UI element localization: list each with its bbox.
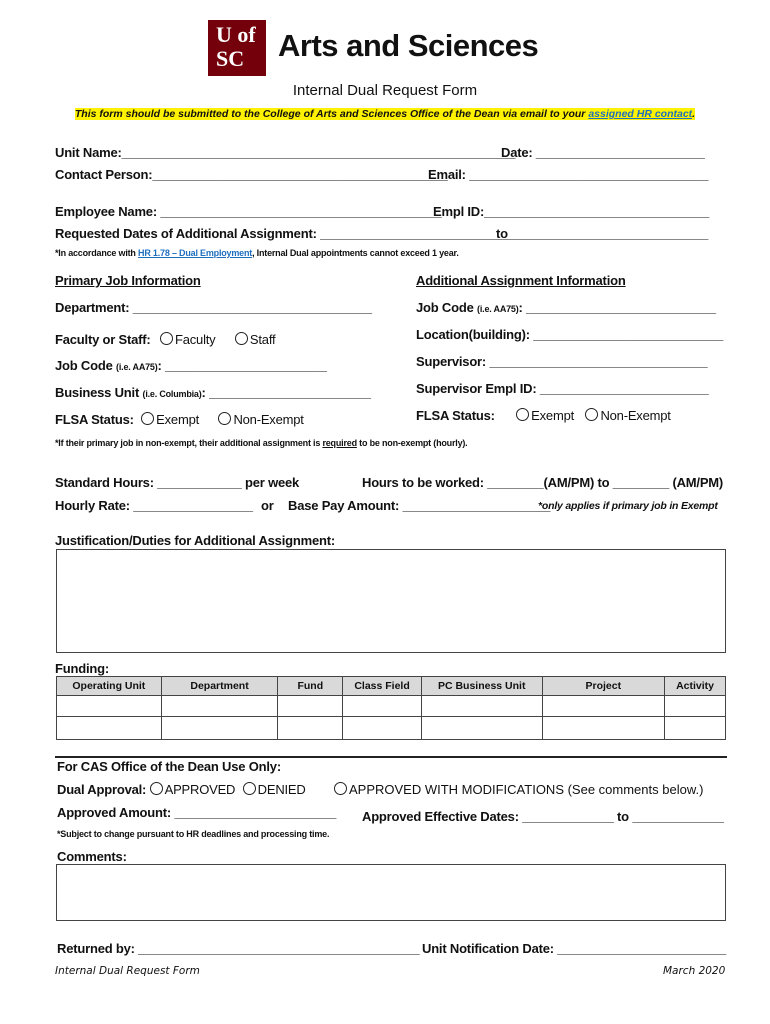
col-pc-business-unit: PC Business Unit <box>421 677 542 696</box>
funding-row <box>57 696 726 717</box>
submission-note-text: This form should be submitted to the College of Arts and Sciences Office of the Dean via email to your <box>74 108 589 120</box>
col-class-field: Class Field <box>343 677 422 696</box>
additional-assignment-heading: Additional Assignment Information <box>416 273 626 288</box>
faculty-radio[interactable] <box>160 332 173 345</box>
table-cell[interactable] <box>57 696 162 717</box>
supervisor-empl-id-field[interactable]: Supervisor Empl ID: ________________________ <box>416 381 709 396</box>
table-cell[interactable] <box>421 717 542 740</box>
nonexempt-note-pre: *If their primary job in non-exempt, their additional assignment is <box>55 438 323 448</box>
approved-mod-label: APPROVED WITH MODIFICATIONS (See comments below.) <box>349 782 704 797</box>
faculty-staff-row <box>55 332 275 347</box>
faculty-label: Faculty <box>174 332 216 347</box>
business-unit-line: : _______________________ <box>201 385 371 400</box>
approved-mod-radio[interactable] <box>334 782 347 795</box>
supervisor-field[interactable]: Supervisor: _______________________________ <box>416 354 708 369</box>
primary-job-code-field[interactable] <box>55 358 327 373</box>
primary-exempt-label: Exempt <box>156 412 200 427</box>
comments-textarea[interactable] <box>56 864 726 921</box>
funding-header-row <box>57 677 726 696</box>
col-project: Project <box>542 677 665 696</box>
nonexempt-note-post: to be non-exempt (hourly). <box>356 438 468 448</box>
additional-exempt-radio[interactable] <box>516 408 529 421</box>
empl-id-field[interactable]: Empl ID:________________________________ <box>433 204 710 219</box>
primary-department-field[interactable]: Department: __________________________________ <box>55 300 372 315</box>
col-operating-unit: Operating Unit <box>57 677 162 696</box>
comments-label: Comments: <box>57 849 127 864</box>
hr-contact-link[interactable]: assigned HR contact <box>588 108 693 120</box>
table-cell[interactable] <box>421 696 542 717</box>
approved-radio[interactable] <box>150 782 163 795</box>
approved-dates-field[interactable]: Approved Effective Dates: _____________ to _____________ <box>362 809 724 824</box>
justification-label: Justification/Duties for Additional Assignment: <box>55 533 335 548</box>
logo-line-2: SC <box>216 46 245 71</box>
denied-radio[interactable] <box>243 782 256 795</box>
staff-radio[interactable] <box>235 332 248 345</box>
base-pay-note: *only applies if primary job in Exempt <box>538 500 718 512</box>
hr-policy-note <box>55 248 459 258</box>
table-cell[interactable] <box>665 717 726 740</box>
contact-person-field[interactable]: Contact Person:__________________________________________ <box>55 167 448 182</box>
or-label: or <box>261 498 274 513</box>
faculty-staff-label: Faculty or Staff: <box>55 332 151 347</box>
hours-worked-field[interactable]: Hours to be worked: ________(AM/PM) to ________ (AM/PM) <box>362 475 724 490</box>
hr-note-post: , Internal Dual appointments cannot exceed 1 year. <box>252 248 459 258</box>
table-cell[interactable] <box>542 717 665 740</box>
requested-dates-field[interactable]: Requested Dates of Additional Assignment: ____________________________ <box>55 226 517 241</box>
table-cell[interactable] <box>161 696 278 717</box>
table-cell[interactable] <box>542 696 665 717</box>
business-unit-hint: (i.e. Columbia) <box>142 389 202 399</box>
additional-job-code-field[interactable] <box>416 300 716 315</box>
add-job-code-hint: (i.e. AA75) <box>477 304 519 314</box>
add-job-code-line: : ___________________________ <box>518 300 716 315</box>
standard-hours-field[interactable]: Standard Hours: ____________ per week <box>55 475 300 490</box>
primary-nonexempt-label: Non-Exempt <box>233 412 304 427</box>
office-use-heading: For CAS Office of the Dean Use Only: <box>57 759 281 774</box>
email-field[interactable]: Email: __________________________________ <box>428 167 709 182</box>
additional-nonexempt-radio[interactable] <box>585 408 598 421</box>
table-cell[interactable] <box>57 717 162 740</box>
approved-label: APPROVED <box>164 782 236 797</box>
unit-notification-field[interactable]: Unit Notification Date: ________________________ <box>422 941 727 956</box>
table-cell[interactable] <box>161 717 278 740</box>
additional-exempt-label: Exempt <box>531 408 575 423</box>
job-code-label: Job Code <box>55 358 113 373</box>
table-cell[interactable] <box>343 717 422 740</box>
primary-nonexempt-radio[interactable] <box>218 412 231 425</box>
employee-name-field[interactable]: Employee Name: ________________________________________ <box>55 204 442 219</box>
footer-form-name: Internal Dual Request Form <box>55 965 200 977</box>
returned-by-field[interactable]: Returned by: ________________________________________ <box>57 941 420 956</box>
funding-label: Funding: <box>55 661 109 676</box>
primary-flsa-label: FLSA Status: <box>55 412 134 427</box>
submission-note <box>0 108 770 120</box>
usc-logo <box>208 20 266 76</box>
business-unit-label: Business Unit <box>55 385 140 400</box>
denied-label: DENIED <box>257 782 306 797</box>
add-job-code-label: Job Code <box>416 300 474 315</box>
approved-amount-field[interactable]: Approved Amount: _______________________ <box>57 805 337 820</box>
additional-nonexempt-label: Non-Exempt <box>600 408 671 423</box>
form-title: Internal Dual Request Form <box>292 82 478 99</box>
primary-flsa-row <box>55 412 304 427</box>
table-cell[interactable] <box>278 696 343 717</box>
additional-flsa-label: FLSA Status: <box>416 408 495 423</box>
hr-note-pre: *In accordance with <box>55 248 139 258</box>
logo-line-1: U of <box>216 22 256 47</box>
footer-date: March 2020 <box>663 965 726 977</box>
approved-mod-row <box>334 782 703 797</box>
primary-exempt-radio[interactable] <box>141 412 154 425</box>
justification-textarea[interactable] <box>56 549 726 653</box>
section-divider <box>55 756 727 758</box>
location-field[interactable]: Location(building): ___________________________ <box>416 327 724 342</box>
primary-job-heading: Primary Job Information <box>55 273 201 288</box>
hr-policy-link[interactable]: HR 1.78 – Dual Employment <box>138 248 253 258</box>
business-unit-field[interactable] <box>55 385 371 400</box>
table-cell[interactable] <box>343 696 422 717</box>
col-fund: Fund <box>278 677 343 696</box>
nonexempt-note <box>55 438 467 448</box>
table-cell[interactable] <box>665 696 726 717</box>
funding-row <box>57 717 726 740</box>
dual-approval-label: Dual Approval: <box>57 782 147 797</box>
brand-name: Arts and Sciences <box>278 28 539 63</box>
additional-flsa-row <box>416 408 671 423</box>
hourly-rate-field[interactable]: Hourly Rate: _________________ <box>55 498 253 513</box>
date-field[interactable]: Date: ________________________ <box>501 145 705 160</box>
dual-approval-row <box>57 782 306 797</box>
funding-table <box>56 676 726 740</box>
col-activity: Activity <box>665 677 726 696</box>
note-end: . <box>692 108 696 120</box>
unit-name-field[interactable]: Unit Name:________________________________________________________ <box>55 145 516 160</box>
subject-note: *Subject to change pursuant to HR deadlines and processing time. <box>57 829 330 839</box>
staff-label: Staff <box>249 332 276 347</box>
base-pay-field[interactable]: Base Pay Amount: _____________________ <box>288 498 551 513</box>
requested-dates-to-field[interactable]: to ____________________________ <box>496 226 709 241</box>
col-department: Department <box>161 677 278 696</box>
table-cell[interactable] <box>278 717 343 740</box>
job-code-hint: (i.e. AA75) <box>116 362 158 372</box>
nonexempt-note-required: required <box>322 438 357 448</box>
job-code-line: : _______________________ <box>157 358 327 373</box>
